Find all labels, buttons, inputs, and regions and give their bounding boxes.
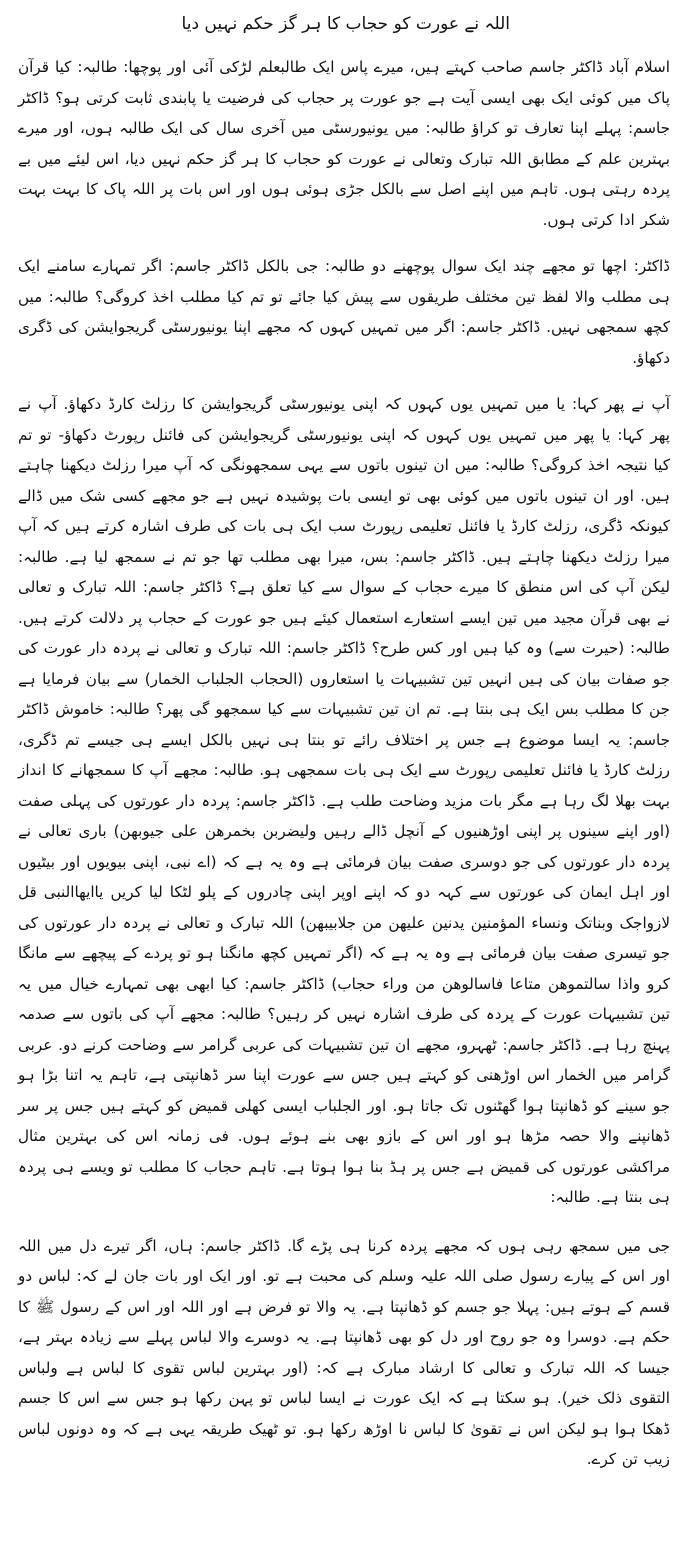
article-paragraph-1: اسلام آباد ڈاکٹر جاسم صاحب کہتے ہیں، میرے پاس ایک طالبعلم لڑکی آئی اور پوچھا: طالبہ: کیا قرآن پاک میں کوئی ایک بھی ایسی آیت ہے جو عورت پر حجاب کی فرضیت یا پابندی ثابت کرتی ہو؟ ڈاکٹر جاسم: پہلے اپنا تعارف تو کراؤ طالبہ: میں یونیورسٹی میں آخری سال کی ایک طالبہ ہوں، اور میرے بہترین علم کے مطابق اللہ تبارک وتعالی نے عورت کو حجاب کا ہر گز حکم نہیں دیا، اس لیئے میں بے پردہ رہتی ہوں. تاہم میں اپنے اصل سے بالکل جڑی ہوئی ہوں اور اس بات پر اللہ پاک کا بہت بہت شکر ادا کرتی ہوں. xyxy=(18,58,670,229)
article-paragraph-2: ڈاکٹر: اچھا تو مجھے چند ایک سوال پوچھنے دو طالبہ: جی بالکل ڈاکٹر جاسم: اگر تمہارے سامنے ایک ہی مطلب والا لفظ تین مختلف طریقوں سے پیش کیا جائے تو تم کیا مطلب اخذ کروگی؟ طالبہ: میں کچھ سمجھی نہیں. ڈاکٹر جاسم: اگر میں تمہیں کہوں کہ مجھے اپنا یونیورسٹی گریجوایشن کی ڈگری دکھاؤ. xyxy=(18,257,670,367)
article-paragraph-3: آپ نے پھر کہا: یا میں تمہیں یوں کہوں کہ اپنی یونیورسٹی گریجوایشن کا رزلٹ کارڈ دکھاؤ. آپ نے پھر کہا: یا پھر میں تمہیں یوں کہوں کہ اپنی یونیورسٹی گریجوایشن کی فائنل رپورٹ دکھاؤ- تو تم کیا نتیجہ اخذ کروگی؟ طالبہ: میں ان تینوں باتوں سے یہی سمجھونگی کہ آپ میرا رزلٹ دیکھنا چاہتے ہیں. اور ان تینوں باتوں میں کوئی بھی تو ایسی بات پوشیدہ نہیں ہے جو مجھے کسی شک میں ڈالے کیونکہ ڈگری، رزلٹ کارڈ یا فائنل تعلیمی رپورٹ سب ایک ہی بات کی طرف اشارہ کرتے ہیں کہ آپ میرا رزلٹ دیکھنا چاہتے ہیں. ڈاکٹر جاسم: بس، میرا بھی مطلب تھا جو تم نے سمجھ لیا ہے. طالبہ: لیکن آپ کی اس منطق کا میرے حجاب کے سوال سے کیا تعلق ہے؟ ڈاکٹر جاسم: اللہ تبارک و تعالی نے بھی قرآن مجید میں تین ایسے استعارے استعمال کیئے ہیں جو عورت کے حجاب پر دلالت کرتے ہیں. طالبہ: (حیرت سے) وہ کیا ہیں اور کس طرح؟ ڈاکٹر جاسم: اللہ تبارک و تعالی نے پردہ دار عورت کی جو صفات بیان کی ہیں انہیں تین تشبیہات یا استعاروں (الحجاب الجلباب الخمار) سے بیان فرمایا ہے جن کا مطلب بس ایک ہی بنتا ہے. تم ان تین تشبیہات سے کیا سمجھو گی پھر؟ طالبہ: خاموش ڈاکٹر جاسم: یہ ایسا موضوع ہے جس پر اختلاف رائے تو بنتا ہی نہیں بالکل ایسے ہی جیسے تم ڈگری، رزلٹ کارڈ یا فائنل تعلیمی رپورٹ سے ایک ہی بات سمجھی ہو. طالبہ: مجھے آپ کا سمجھانے کا انداز بہت بھلا لگ رہا ہے مگر بات مزید وضاحت طلب ہے. ڈاکٹر جاسم: پردہ دار عورتوں کی پہلی صفت (اور اپنے سینوں پر اپنی اوڑھنیوں کے آنچل ڈالے رہیں ولیضربن بخمرھن علی جیوبھن) باری تعالی نے پردہ دار عورتوں کی جو دوسری صفت بیان فرمائی ہے وہ یہ ہے کہ (اے نبی، اپنی بیویوں اور بیٹیوں اور اہل ایمان کی عورتوں سے کہہ دو کہ اپنے اوپر اپنی چادروں کے پلو لٹکا لیا کریں یاایھاالنبی قل لازواجک وبناتک ونساء المؤمنین یدنین علیھن من جلابیبھن) اللہ تبارک و تعالی نے پردہ دار عورتوں کی جو تیسری صفت بیان فرمائی ہے وہ یہ ہے کہ (اگر تمہیں کچھ مانگنا ہو تو پردے کے پیچھے سے مانگا کرو واذا سالتموھن متاعا فاسالوھن من وراء حجاب) ڈاکٹر جاسم: کیا ابھی بھی تمہارے خیال میں یہ تین تشبیہات عورت کے پردہ کی طرف اشارہ نہیں کر رہیں؟ طالبہ: مجھے آپ کی باتوں سے صدمہ پہنچ رہا ہے. ڈاکٹر جاسم: ٹھہرو، مجھے ان تین تشبیہات کی عربی گرامر سے وضاحت کرنے دو. عربی گرامر میں الخمار اس اوڑھنی کو کہتے ہیں جس سے عورت اپنا سر ڈھانپتی ہے، تاہم یہ اتنا بڑا ہو جو سینے کو ڈھانپتا ہوا گھٹنوں تک جاتا ہو. اور الجلباب ایسی کھلی قمیض کو کہتے ہیں جس پر سر ڈھانپنے والا حصہ مڑھا ہو اور اس کے بازو بھی بنے ہوئے ہوں. فی زمانہ اس کی بہترین مثال مراکشی عورتوں کی قمیض ہے جس پر ہڈ بنا ہوا ہوتا ہے. تاہم حجاب کا مطلب تو ویسے ہی پردہ ہی بنتا ہے. طالبہ: xyxy=(18,395,670,1206)
article-paragraph-4: جی میں سمجھ رہی ہوں کہ مجھے پردہ کرنا ہی پڑے گا. ڈاکٹر جاسم: ہاں، اگر تیرے دل میں اللہ اور اس کے پیارے رسول صلی اللہ علیہ وسلم کی محبت ہے تو. اور ایک اور بات جان لے کہ: لباس دو قسم کے ہوتے ہیں: پہلا جو جسم کو ڈھانپتا ہے. یہ والا تو فرض ہے اور اللہ اور اس کے رسول ﷺ کا حکم ہے. دوسرا وہ جو روح اور دل کو بھی ڈھانپتا ہے. یہ دوسرے والا لباس پہلے سے زیادہ بہتر ہے، جیسا کہ اللہ تبارک و تعالی کا ارشاد مبارک ہے کہ: (اور بہترین لباس تقوی کا لباس ہے ولباس التقوی ذلک خیر). ہو سکتا ہے کہ ایک عورت نے ایسا لباس تو پہن رکھا ہو جس سے اس کا جسم ڈھکا ہوا ہو لیکن اس نے تقویٰ کا لباس نا اوڑھ رکھا ہو. تو ٹھیک طریقہ یہی ہے کہ وہ دونوں لباس زیب تن کرے. xyxy=(18,1236,670,1468)
article-title: اللہ نے عورت کو حجاب کا ہر گز حکم نہیں دیا xyxy=(181,14,510,34)
